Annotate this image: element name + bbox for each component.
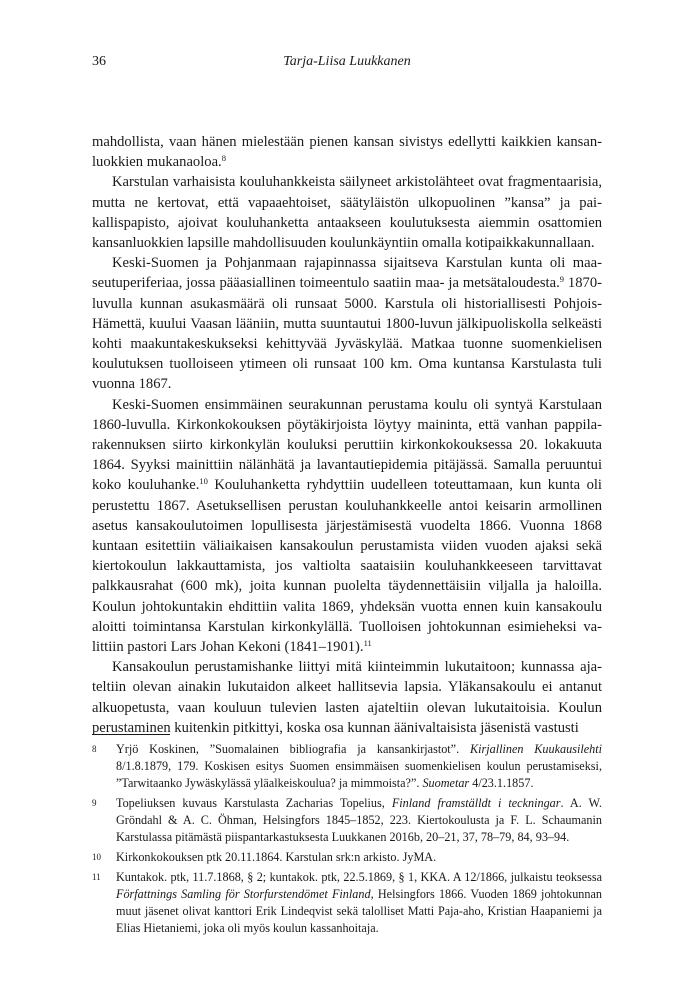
body-text: [92, 132, 602, 738]
paragraph-5: [92, 657, 602, 738]
footnote-9: [92, 795, 602, 846]
paragraph-5-text: Kansakoulun perustamishanke liittyi mitä kiinteimmin lukutaitoon; kunnassa ajateltiin olevan ainakin lukutaidon alkeet hallitsevia lapsia. Yläkansakoulu ei antanut alkuopetusta, vaan kouluun tulevien lasten ajateltiin olevan lukutaitoisia. Koulun perustaminen kuitenkin pitkittyi, koska osa kunnan äänivaltaisista jäsenistä vastusti: [92, 659, 602, 736]
footnote-text: 4/23.1.1857.: [469, 776, 534, 790]
footnote-number: 9: [92, 798, 97, 808]
paragraph-1-text: mahdollista, vaan hänen mielestään pienen kansan sivistys edellytti kaikkien kansanluokkien mukanaoloa.: [92, 134, 602, 171]
paragraph-3-text-b: 1870-luvulla kunnan asukasmäärä oli runsaat 5000. Karstula oli historiallisesti Pohjois-Hämettä, kuului Vaasan lääniin, mutta suuntautui 1800-luvun jälkipuoliskolla selkeästi kohti maakuntakeskukseksi kehittyvää Jyväskylää. Matkaa tuonne suomenkielisen koulutuksen tuolloiseen ytimeen oli runsaat 100 km. Oma kuntansa Karstulasta tuli vuonna 1867.: [92, 275, 602, 393]
footnote-italic-title: Författnings Samling för Storfurstendömet Finland,: [116, 887, 374, 901]
footnote-10: [92, 849, 602, 866]
footnote-divider: [92, 734, 170, 735]
paragraph-4-text-b: Kouluhanketta ryhdyttiin uudelleen toteuttamaan, kun kunta oli perustettu 1867. Asetuksellisen perustan kouluhankkeelle antoi keisarin armollinen asetus kansakoulutoimen lopullisesta järjestämisestä vuodelta 1866. Vuonna 1868 kuntaan esitettiin väliaikaisen kansakoulun perustamista viiden vuoden ajaksi sekä kiertokoulun lakkauttamista, jos valtiolta saataisiin kouluhankkeeseen tarvittavat palkkausrahat (600 mk), joita kunnan puolelta täydennettäisiin viljalla ja haloilla. Koulun johtokuntakin ehdittiin valita 1869, yhdeksän vuotta ennen kuin kansakoulu aloitti toimintansa Karstulan kirkonkylällä. Tuolloisen johtokunnan esimieheksi valittiin pastori Lars Johan Kekoni (1841–1901).: [92, 477, 602, 656]
footnote-number: 10: [92, 852, 101, 862]
footnote-text: Topeliuksen kuvaus Karstulasta Zacharias Topelius,: [116, 796, 392, 810]
footnote-text: . A. W. Gröndahl & A. C. Öhman, Helsingfors 1845–1852, 223. Kiertokoulusta ja F. L. Schaumanin Karstulassa pitämästä piispantarkastuksesta Luukkanen 2016b, 20–21, 37, 78–79, 84, 93–94.: [116, 796, 602, 844]
footnote-11: [92, 869, 602, 937]
footnote-text: Kirkonkokouksen ptk 20.11.1864. Karstulan srk:n arkisto. JyMA.: [116, 850, 437, 864]
paragraph-2-text: Karstulan varhaisista kouluhankkeista säilyneet arkistolähteet ovat fragmentaarisia, mutta ne kertovat, että vapaaehtoiset, säätyläistön ulkopuolinen ”kansa” ja paikallispapisto, ajoivat kouluhanketta antaakseen koulutuksesta aiemmin osattomien kansanluokkien lapsille mahdollisuuden koulunkäyntiin omalla kotipaikkakunnallaan.: [92, 174, 602, 252]
paragraph-1: [92, 132, 602, 172]
footnote-text: 8/1.8.1879, 179. Koskisen esitys Suomen ensimmäisen suomenkielisen koulun perustamiseksi, ”Tarwitaanko Jywäskylässä yläalkeiskoulua? ja mimmoista?”.: [116, 759, 602, 790]
footnote-ref-8[interactable]: 8: [221, 153, 226, 164]
footnote-ref-9[interactable]: 9: [559, 274, 564, 285]
footnote-text: Helsingfors 1866. Vuoden 1869 johtokunnan muut jäsenet olivat kanttori Erik Lindeqvist sekä talolliset Matti Paja-aho, Kristian Haapaniemi ja Elias Hietaniemi, joka oli myös koulun kassanhoitaja.: [116, 887, 602, 935]
paragraph-3-text-a: Keski-Suomen ja Pohjanmaan rajapinnassa sijaitseva Karstulan kunta oli maaseutuperiferiaa, jossa pääasiallinen toimeentulo saatiin maa- ja metsätaloudesta.: [92, 255, 602, 292]
footnote-italic-title: Finland framställdt i teckningar: [391, 796, 561, 810]
footnote-8: [92, 741, 602, 792]
paragraph-3: [92, 253, 602, 394]
footnotes: [92, 741, 602, 940]
footnote-ref-11[interactable]: 11: [363, 638, 372, 649]
paragraph-4: [92, 395, 602, 658]
footnote-text: Kuntakok. ptk, 11.7.1868, § 2; kuntakok. ptk, 22.5.1869, § 1, KKA. A 12/1866, julkaistu teoksessa: [116, 870, 602, 884]
footnote-number: 8: [92, 744, 97, 754]
paragraph-4-text-a: Keski-Suomen ensimmäinen seurakunnan perustama koulu oli syntyä Karstulaan 1860-luvulla. Kirkonkokouksen pöytäkirjoista löytyy maininta, että vanhan pappilarakennuksen siirto kirkonkylän kouluksi peruttiin kirkonkokouksessa 20. lokakuuta 1864. Syyksi mainittiin nälänhätä ja lavantautiepidemia pitäjässä. Samalla peruuntui koko kouluhanke.: [92, 396, 602, 494]
footnote-text: Yrjö Koskinen, ”Suomalainen bibliografia ja kansankirjastot”.: [116, 742, 470, 756]
page-number: 36: [92, 54, 106, 69]
footnote-italic-title: Suometar: [422, 776, 470, 790]
footnote-number: 11: [92, 872, 101, 882]
page-header: [92, 54, 602, 74]
footnote-ref-10[interactable]: 10: [199, 476, 208, 487]
running-head: Tarja-Liisa Luukkanen: [283, 54, 411, 69]
paragraph-2: [92, 172, 602, 253]
footnote-italic-title: Kirjallinen Kuukausilehti: [469, 742, 602, 756]
